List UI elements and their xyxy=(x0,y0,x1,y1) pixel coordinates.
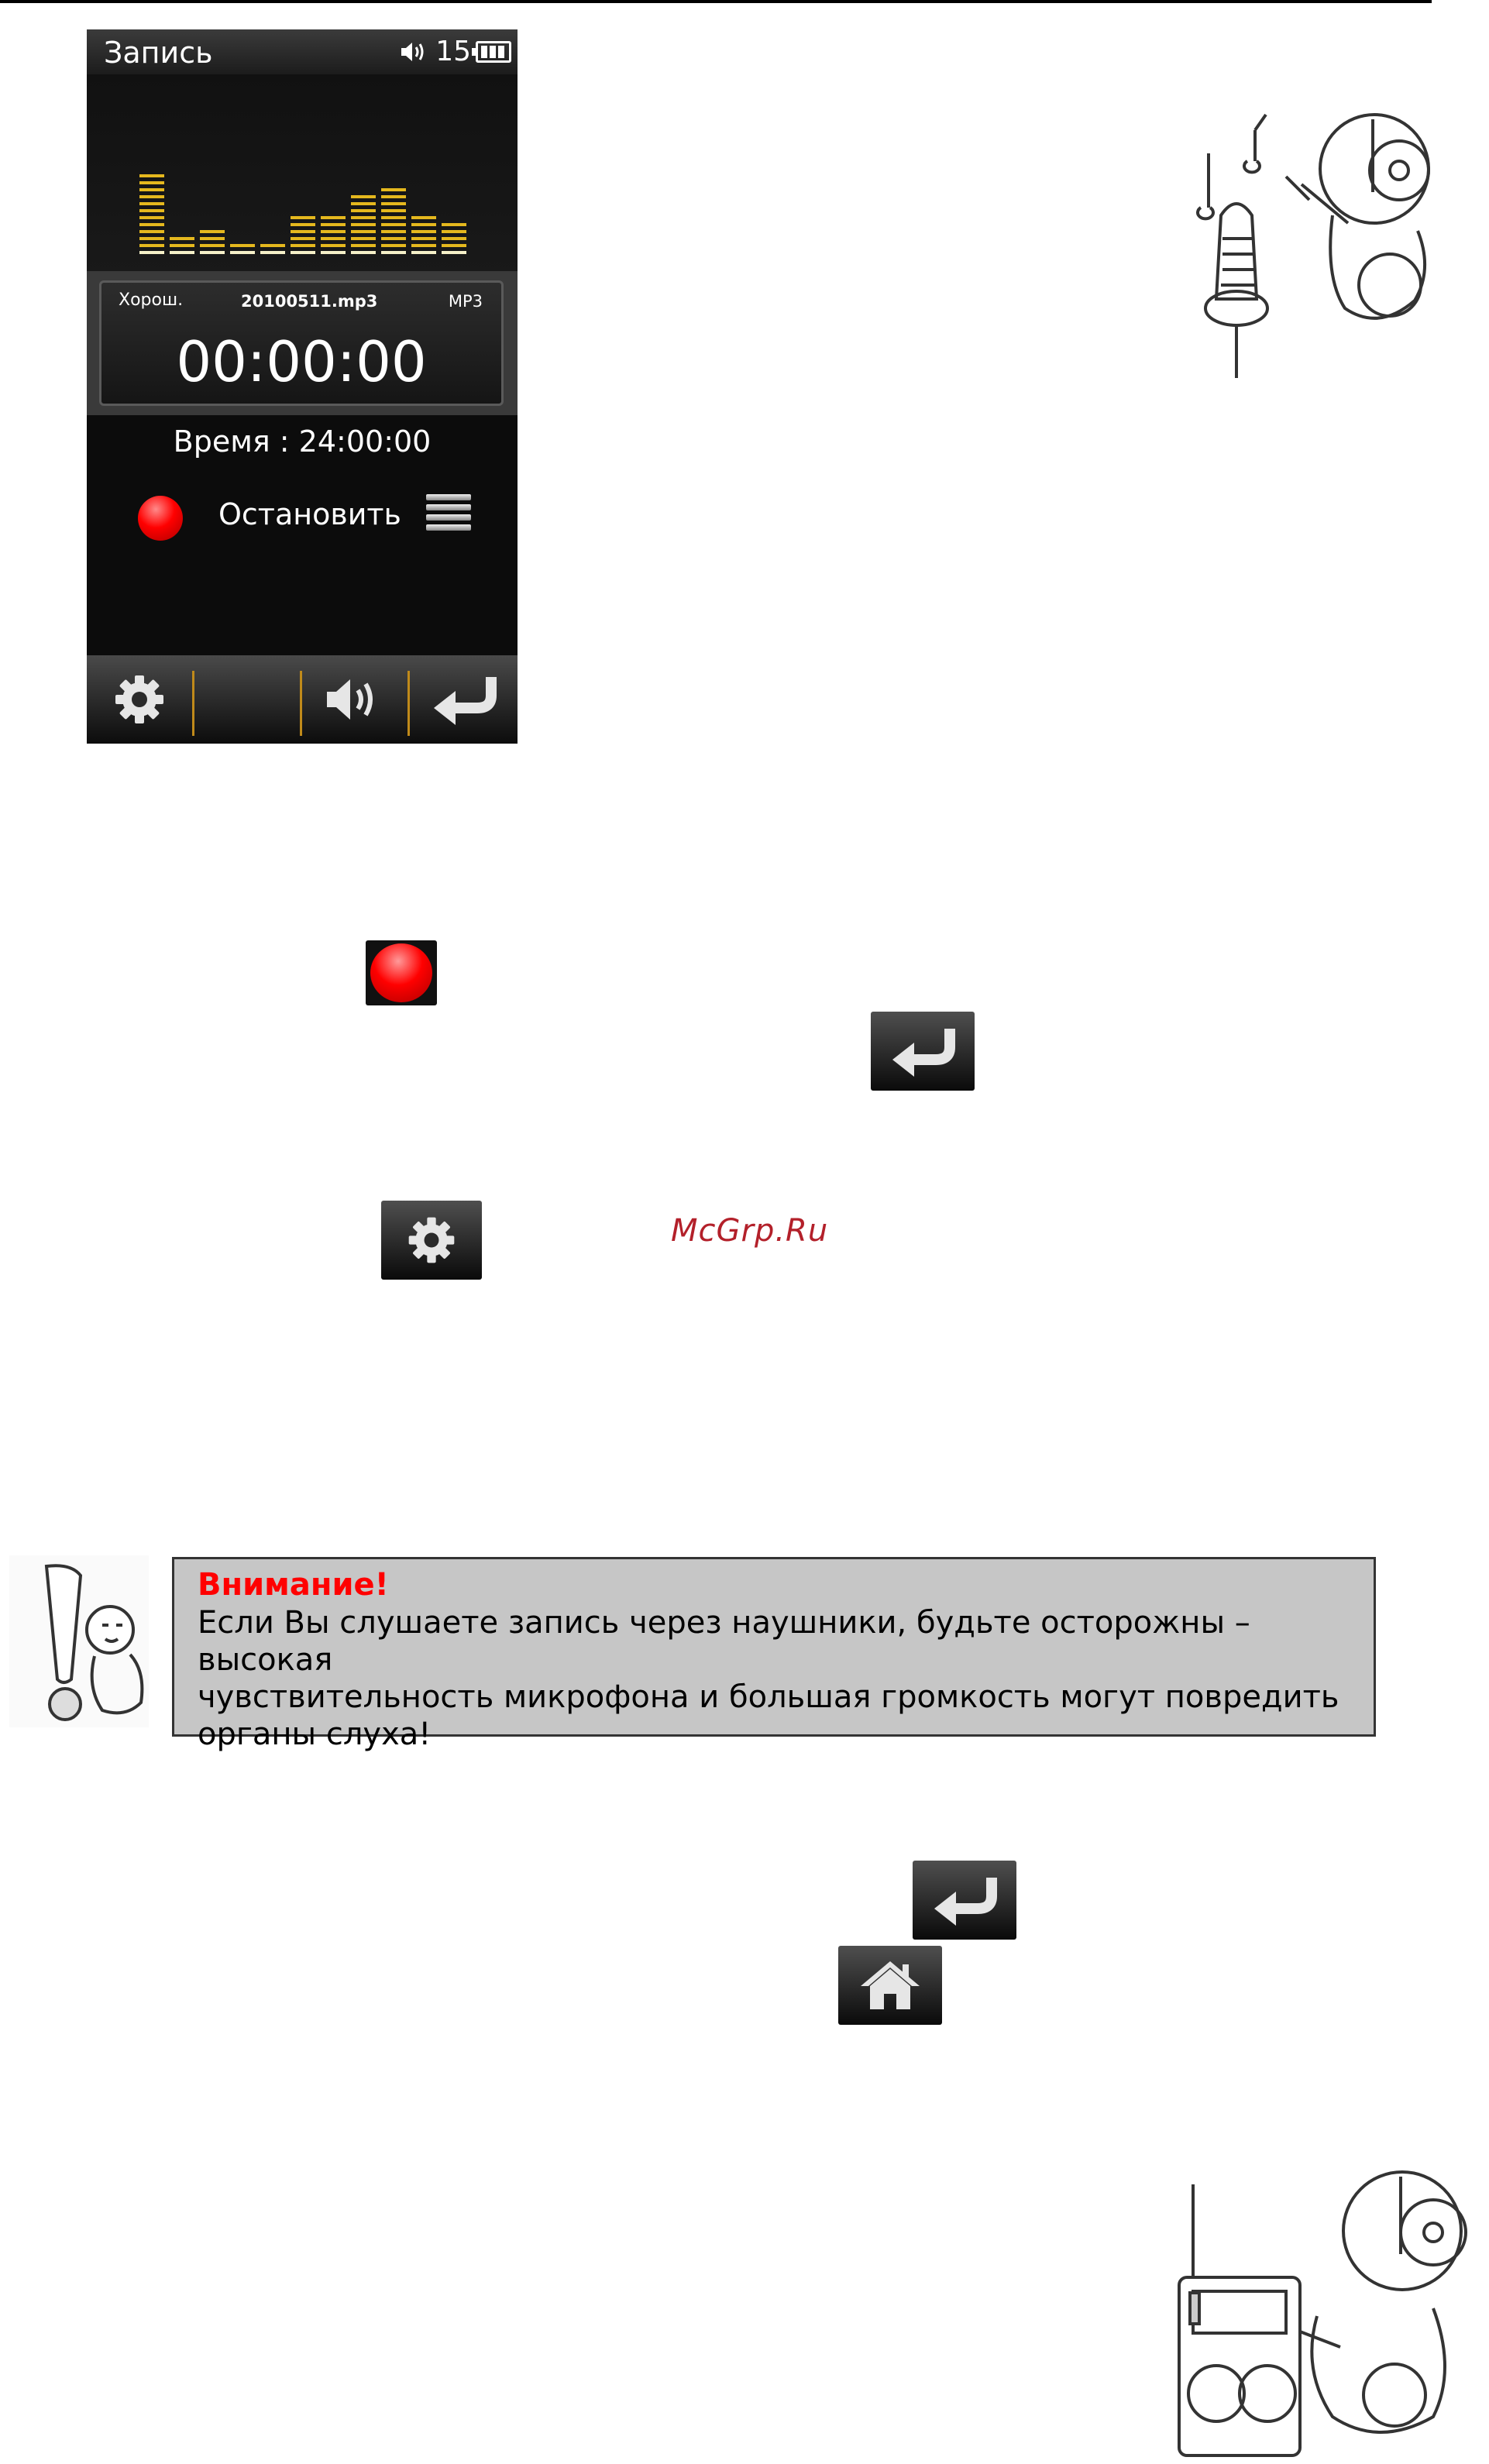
equalizer-bar xyxy=(291,212,315,254)
equalizer-bar xyxy=(200,226,225,254)
equalizer-bar xyxy=(139,170,164,254)
exclamation-robot-icon xyxy=(9,1555,149,1727)
return-arrow-icon xyxy=(429,672,499,727)
warning-text xyxy=(198,1604,1360,1753)
bottom-toolbar xyxy=(87,655,518,744)
back-button[interactable] xyxy=(410,655,518,744)
warning-line: Если Вы слушаете запись через наушники, будьте осторожны – высокая xyxy=(198,1605,1250,1678)
robot-conductor-illustration xyxy=(1185,99,1449,393)
equalizer-bar xyxy=(381,184,406,254)
equalizer-bar xyxy=(260,240,285,254)
quality-label: Хорош. xyxy=(119,290,184,310)
battery-icon xyxy=(476,41,511,63)
empty-slot xyxy=(194,655,300,744)
equalizer-bar xyxy=(170,233,194,254)
remaining-time: Время : 24:00:00 xyxy=(173,424,432,459)
equalizer xyxy=(87,74,518,299)
device-screen xyxy=(87,29,518,744)
warning-line: чувствительность микрофона и большая громкость могут повредить xyxy=(198,1679,1339,1715)
top-rule xyxy=(0,0,1432,3)
record-button[interactable] xyxy=(138,496,183,541)
equalizer-bar xyxy=(230,240,255,254)
return-arrow-icon xyxy=(927,1873,1002,1927)
speaker-icon xyxy=(324,675,386,724)
home-icon xyxy=(859,1958,921,2012)
gear-icon xyxy=(404,1213,459,1267)
equalizer-bar xyxy=(351,191,376,254)
watermark: McGrp.Ru xyxy=(671,1213,829,1249)
warning-title: Внимание! xyxy=(198,1567,389,1603)
elapsed-time: 00:00:00 xyxy=(176,329,427,394)
gear-icon xyxy=(111,671,168,728)
back-button-sample-2[interactable] xyxy=(913,1861,1016,1940)
record-icon xyxy=(370,943,432,1002)
volume-level: 15 xyxy=(435,36,471,67)
settings-button[interactable] xyxy=(87,655,192,744)
format-label: MP3 xyxy=(448,292,483,311)
info-panel xyxy=(99,280,504,406)
equalizer-bar xyxy=(321,212,346,254)
stop-label[interactable]: Остановить xyxy=(218,497,401,531)
volume-button[interactable] xyxy=(302,655,407,744)
speaker-icon xyxy=(400,40,431,64)
list-icon[interactable] xyxy=(426,494,471,539)
robot-radio-illustration xyxy=(1162,2153,1489,2464)
settings-button-sample[interactable] xyxy=(381,1201,482,1280)
equalizer-bar xyxy=(442,219,466,254)
status-bar xyxy=(87,29,518,74)
warning-box xyxy=(172,1557,1376,1752)
equalizer-bar xyxy=(411,212,436,254)
status-indicators xyxy=(400,36,511,67)
status-title: Запись xyxy=(104,36,213,70)
file-name: 20100511.mp3 xyxy=(241,292,378,311)
warning-line: органы слуха! xyxy=(198,1717,432,1752)
record-button-sample[interactable] xyxy=(366,940,437,1005)
back-button-sample[interactable] xyxy=(871,1012,975,1091)
home-button-sample[interactable] xyxy=(838,1946,942,2025)
return-arrow-icon xyxy=(885,1024,960,1078)
